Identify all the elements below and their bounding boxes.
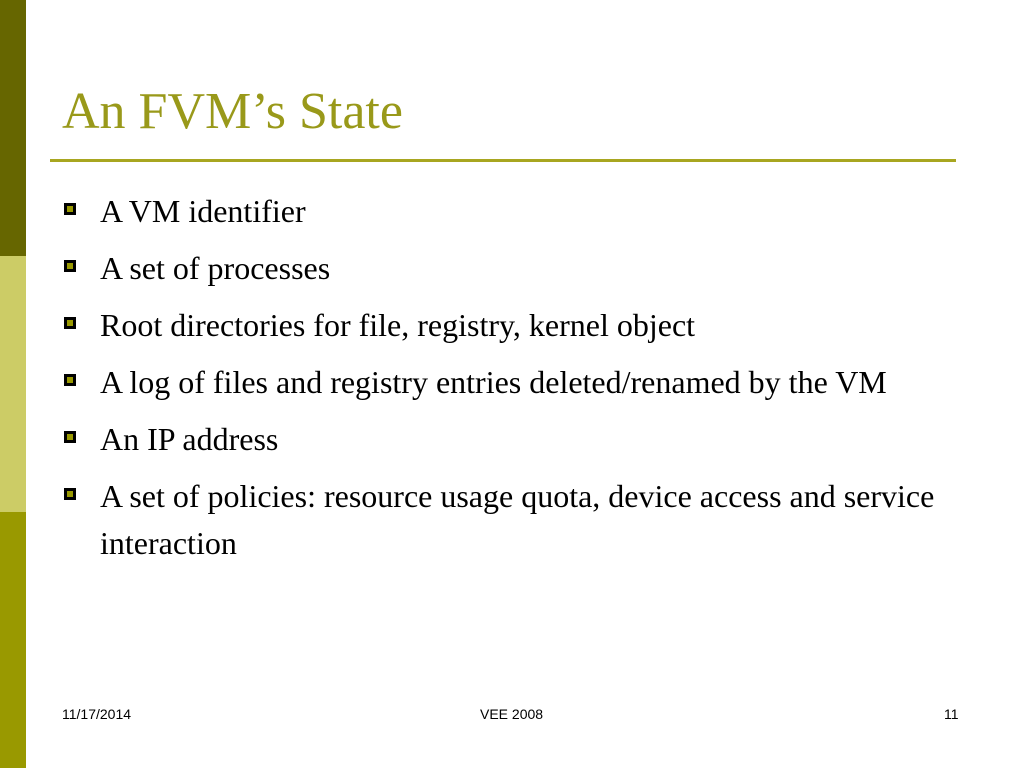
footer-conference: VEE 2008 [480,706,544,722]
bullet-item [62,245,962,292]
square-bullet-icon [64,317,76,329]
bullet-text: An IP address [100,421,279,457]
footer-page-number: 11 [944,706,959,722]
square-bullet-icon [64,374,76,386]
square-bullet-icon [64,431,76,443]
slide-title: An FVM’s State [62,83,403,140]
square-bullet-icon [64,203,76,215]
bullet-text: A set of policies: resource usage quota, device access and service interaction [100,478,935,561]
bullet-item [62,188,962,235]
footer-date: 11/17/2014 [62,706,132,722]
square-bullet-icon [64,260,76,272]
bullet-item [62,473,962,567]
bullet-list [62,188,962,577]
sidebar-top-band [0,0,26,256]
bullet-item [62,416,962,463]
title-underline [50,159,956,162]
bullet-text: A set of processes [100,250,331,286]
bullet-text: A log of files and registry entries deleted/renamed by the VM [100,364,887,400]
sidebar-middle-band [0,256,26,512]
square-bullet-icon [64,488,76,500]
bullet-text: Root directories for file, registry, kernel object [100,307,696,343]
bullet-item [62,302,962,349]
sidebar-bottom-band [0,512,26,768]
bullet-item [62,359,962,406]
bullet-text: A VM identifier [100,193,306,229]
